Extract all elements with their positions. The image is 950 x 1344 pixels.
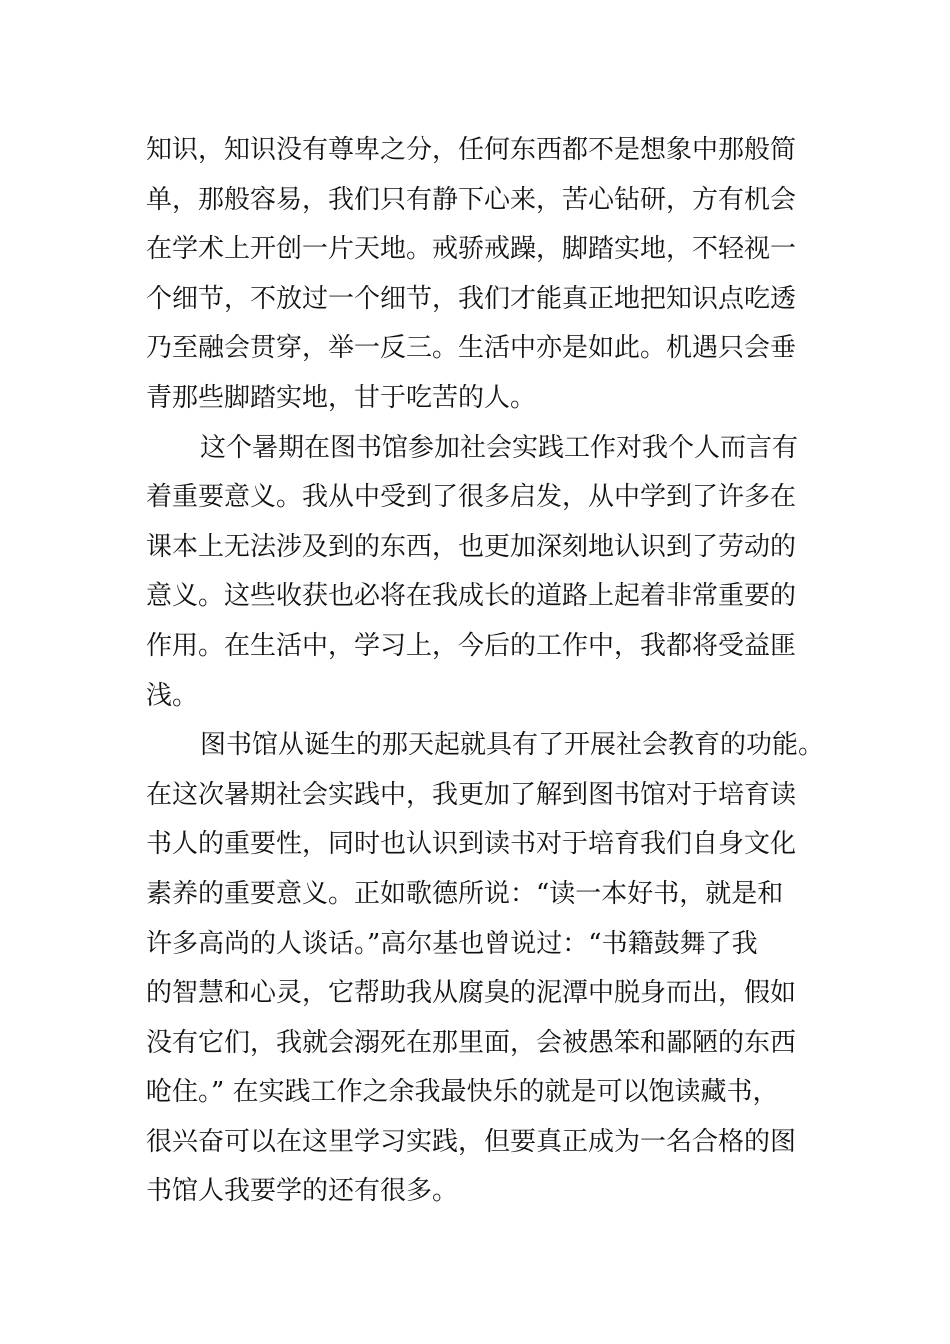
text-line: 知识，知识没有尊卑之分，任何东西都不是想象中那般简 <box>146 135 797 165</box>
text-line: 书人的重要性，同时也认识到读书对于培育我们自身文化 <box>146 829 797 860</box>
text-line: 素养的重要意义。正如歌德所说：“读一本好书，就是和 <box>146 878 784 909</box>
text-line: 书馆人我要学的还有很多。 <box>146 1176 459 1207</box>
text-line: 在这次暑期社会实践中，我更加了解到图书馆对于培育读 <box>146 779 797 810</box>
text-line: 乃至融会贯穿，举一反三。生活中亦是如此。机遇只会垂 <box>146 333 797 364</box>
paragraph-first-line: 图书馆从诞生的那天起就具有了开展社会教育的功能。 <box>200 730 825 761</box>
text-line: 意义。这些收获也必将在我成长的道路上起着非常重要的 <box>146 581 797 612</box>
text-line: 很兴奋可以在这里学习实践，但要真正成为一名合格的图 <box>146 1126 797 1157</box>
text-line: 青那些脚踏实地，甘于吃苦的人。 <box>146 382 537 413</box>
text-line: 的智慧和心灵，它帮助我从腐臭的泥潭中脱身而出，假如 <box>146 978 797 1009</box>
text-line: 单，那般容易，我们只有静下心来，苦心钻研，方有机会 <box>146 184 797 215</box>
text-line: 没有它们，我就会溺死在那里面，会被愚笨和鄙陋的东西 <box>146 1027 797 1058</box>
paragraph-first-line: 这个暑期在图书馆参加社会实践工作对我个人而言有 <box>200 432 799 463</box>
text-line: 个细节，不放过一个细节，我们才能真正地把知识点吃透 <box>146 283 797 314</box>
text-line: 许多高尚的人谈话。”高尔基也曾说过：“书籍鼓舞了我 <box>146 928 758 959</box>
text-line: 呛住。” 在实践工作之余我最快乐的就是可以饱读藏书， <box>146 1077 779 1108</box>
text-line: 课本上无法涉及到的东西，也更加深刻地认识到了劳动的 <box>146 531 797 562</box>
text-line: 在学术上开创一片天地。戒骄戒躁，脚踏实地，不轻视一 <box>146 234 797 265</box>
text-line: 作用。在生活中，学习上，今后的工作中，我都将受益匪 <box>146 630 797 661</box>
body-text <box>146 126 846 1217</box>
text-line: 浅。 <box>146 680 199 711</box>
text-line: 着重要意义。我从中受到了很多启发，从中学到了许多在 <box>146 482 797 513</box>
